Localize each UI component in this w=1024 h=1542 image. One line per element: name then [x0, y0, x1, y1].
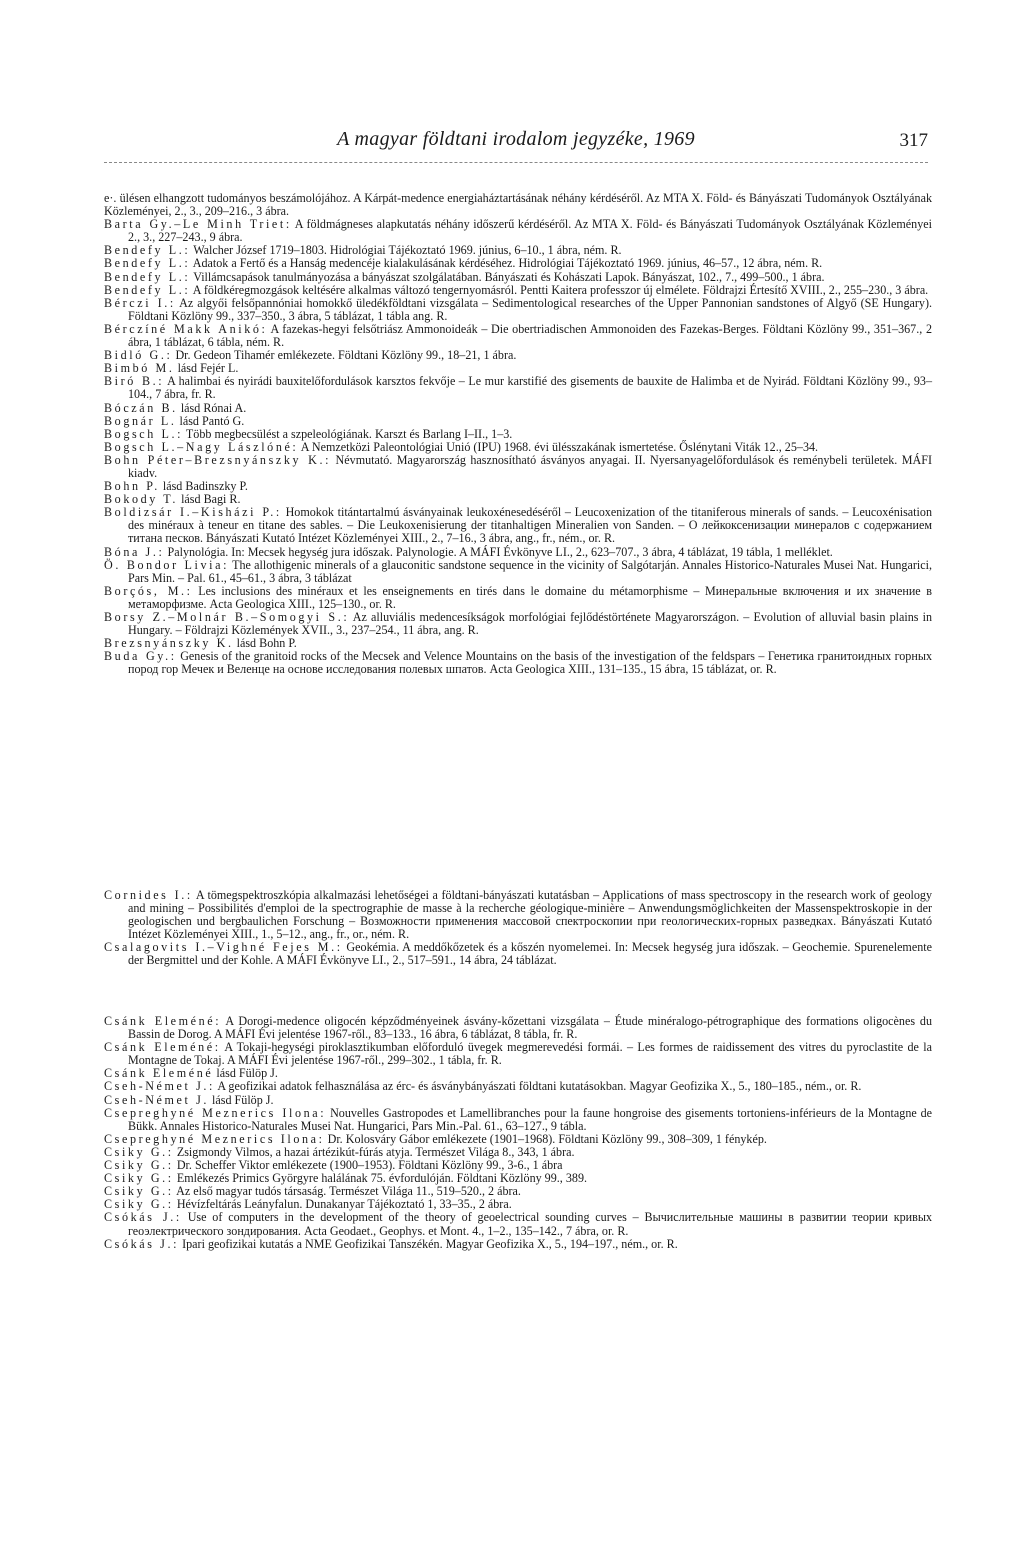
bibliography-entry	[104, 323, 932, 349]
entry-text: lásd Fülöp J.	[216, 1066, 278, 1081]
entry-text: lásd Bagi R.	[181, 492, 241, 507]
entry-text: Az algyői felsőpannóniai homokkő üledékföldtani vizsgálata – Sedimentological researches of the Upper Pannonian sandstones of Algyő (SE Hungary). Földtani Közlöny 99., 337–350., 3 ábra, 5 táblázat, 1 tábla ang. R.	[128, 295, 933, 323]
entry-text: A Dorogi-medence oligocén képződményeinek ásvány-kőzettani vizsgálata – Étude minéralogo-pétrographique des formations oligocènes du Bassin de Dorog. A MÁFI Évi jelentése 1967-ről., 83–133., 16 ábra, 6 táblázat, 8 tábla, fr. R.	[128, 1014, 932, 1042]
bibliography-entry	[104, 1238, 932, 1251]
bibliography-entry	[104, 559, 932, 585]
entry-text: A geofizikai adatok felhasználása az érc- és ásványbányászati földtani kutatásokban. Magyar Geofizika X., 5., 180–185., ném., or. R.	[217, 1079, 862, 1094]
bibliography-entry	[104, 585, 932, 611]
entry-author: Brezsnyánszky K.	[104, 636, 234, 651]
bibliography-entry	[104, 1015, 932, 1041]
entry-author: Boldizsár I.–Kisházi P.:	[104, 505, 282, 520]
bibliography-block-cs	[104, 1015, 932, 1251]
entry-author: Bendefy L.:	[104, 269, 191, 284]
entry-text: Dr. Gedeon Tihamér emlékezete. Földtani Közlöny 99., 18–21, 1 ábra.	[175, 348, 517, 363]
entry-author: Cornides I.:	[104, 888, 193, 902]
entry-author: Bimbó M.	[104, 361, 175, 376]
entry-text: Több megbecsülést a szpeleológiának. Karszt és Barlang I–II., 1–3.	[185, 426, 513, 441]
entry-text: Les inclusions des minéraux et les enseignements en tirés dans le domaine du métamorphisme – Минеральные включения и их значение в метаморфизме. Acta Geologica XIII., 125–130., or. R.	[128, 583, 932, 611]
entry-author: Cseh-Német J.	[104, 1092, 210, 1107]
entry-text: lásd Fejér L.	[177, 361, 239, 376]
entry-text: Emlékezés Primics Györgyre halálának 75. évfordulóján. Földtani Közlöny 99., 389.	[176, 1171, 588, 1186]
page-header	[104, 128, 928, 162]
entry-text: lásd Pantó G.	[179, 413, 245, 428]
entry-text: Ipari geofizikai kutatás a NME Geofizikai Tanszékén. Magyar Geofizika X., 5., 194–197., ném., or. R.	[182, 1236, 678, 1251]
entry-text: e·. ülésen elhangzott tudományos beszámolójához. A Kárpát-medence energiaháztartásának néhány kérdéséről. Az MTA X. Föld- és Bányászati Tudományok Osztályának Közleményei, 2., 3., 209–216., 3 ábra.	[104, 191, 932, 219]
bibliography-entry	[104, 218, 932, 244]
bibliography-entry	[104, 650, 932, 676]
entry-author: Bendefy L.:	[104, 256, 191, 271]
entry-author: Csiky G.:	[104, 1158, 174, 1173]
entry-author: Bóczán B.	[104, 400, 178, 415]
entry-text: Homokok titántartalmú ásványainak leukoxénesedéséről – Leucoxenization of the titaniferous minerals of sands. – Leucoxénisation des minéraux à teneur en titane des sables. – Die Leukoxenisierung der titanhaltigen Mineralien von Sanden. – О лейкоксенизации минералов с содержанием титана песков. Bányászati Kutató Intézet Közleményei XIII., 2., 7–16., 3 ábra, ang., fr., ném., or. R.	[128, 505, 932, 546]
bibliography-block-b	[104, 192, 932, 676]
bibliography-entry	[104, 454, 932, 480]
entry-author: Ö. Bondor Livia:	[104, 557, 230, 572]
entry-author: Csánk Eleméné:	[104, 1040, 221, 1055]
entry-text: Az első magyar tudós társaság. Természet Világa 11., 519–520., 2 ábra.	[176, 1184, 521, 1199]
entry-author: Bohn Péter–Brezsnyánszky K.:	[104, 452, 332, 467]
entry-text: Névmutató. Magyarország hasznosítható ásványos anyagai. II. Nyersanyagelőfordulások és reménybeli területek. MÁFI kiadv.	[128, 452, 932, 480]
entry-author: Csókás J.:	[104, 1236, 180, 1251]
entry-author: Bérczi I.:	[104, 295, 176, 310]
entry-text: The allothigenic minerals of a glauconitic sandstone sequence in the vicinity of Salgótarján. Annales Historico-Naturales Musei Nat. Hungarici, Pars Min. – Pal. 61., 45–61., 3 ábra, 3 táblázat	[128, 557, 932, 585]
entry-author: Bendefy L.:	[104, 243, 191, 258]
entry-author: Csiky G.:	[104, 1197, 174, 1212]
entry-author: Borsy Z.–Molnár B.–Somogyi S.:	[104, 610, 350, 624]
entry-author: Csánk Eleméné:	[104, 1014, 222, 1028]
entry-text: lásd Badinszky P.	[162, 479, 248, 494]
entry-author: Csalagovits I.–Vighné Fejes M.:	[104, 940, 343, 955]
entry-text: lásd Rónai A.	[180, 400, 247, 415]
entry-text: Az alluviális medencesíkságok morfológiai fejlődéstörténete Magyarországon. – Evolution of alluvial basin plains in Hungary. – Földrajzi Közlemények XVII., 3., 237–254., 11 ábra, ang. R.	[128, 610, 932, 638]
bibliography-entry	[104, 297, 932, 323]
entry-author: Buda Gy.:	[104, 649, 177, 664]
bibliography-entry	[104, 506, 932, 545]
entry-author: Barta Gy.–Le Minh Triet:	[104, 217, 292, 232]
entry-author: Bóna J.:	[104, 544, 165, 559]
entry-text: A Nemzetközi Paleontológiai Unió (IPU) 1968. évi ülésszakának ismertetése. Őslénytani Viták 12., 25–34.	[300, 439, 819, 454]
entry-author: Bendefy L.:	[104, 282, 191, 297]
entry-author: Csiky G.:	[104, 1171, 174, 1186]
entry-author: Bognár L.	[104, 413, 177, 428]
entry-text: Dr. Kolosváry Gábor emlékezete (1901–1968). Földtani Közlöny 99., 308–309, 1 fénykép.	[327, 1131, 767, 1146]
entry-text: Palynológia. In: Mecsek hegység jura időszak. Palynologie. A MÁFI Évkönyve LI., 2., 623–707., 3 ábra, 4 táblázat, 19 tábla, 1 melléklet.	[167, 544, 833, 559]
entry-author: Csepreghyné Meznerics Ilona:	[104, 1131, 325, 1146]
bibliography-entry	[104, 611, 932, 637]
entry-author: Csepreghyné Meznerics Ilona:	[104, 1105, 327, 1120]
entry-author: Bogsch L.:	[104, 426, 184, 441]
entry-text: A Tokaji-hegységi piroklasztikumban előforduló üvegek megmerevedési formái. – Les formes de raidissement des vitres du pyroclastite de la Montagne de Tokaj. A MÁFI Évi jelentése 1967-ről., 299–302., 1 tábla, fr. R.	[128, 1040, 932, 1068]
entry-text: lásd Fülöp J.	[212, 1092, 274, 1107]
entry-text: Nouvelles Gastropodes et Lamellibranches pour la faune hongroise des gisements tortoniens-inférieurs de la Montagne de Bükk. Annales Historico-Naturales Musei Nat. Hungarici, Pars Min.-Pal. 61., 63–127., 9 tábla.	[128, 1105, 933, 1133]
entry-text: Villámcsapások tanulmányozása a bányászat szolgálatában. Bányászati és Kohászati Lapok. Bányászat, 102., 7., 499–500., 1 ábra.	[193, 269, 825, 284]
entry-author: Biró B.:	[104, 374, 165, 389]
entry-text: Genesis of the granitoid rocks of the Mecsek and Velence Mountains on the basis of the investigation of the feldspars – Генетика гранитоидных горных пород гор Мечек и Веленце на основе исследования полевых шпатов. Acta Geologica XIII., 131–135., 15 ábra, 15 táblázat, or. R.	[128, 649, 932, 677]
bibliography-block-c	[104, 889, 932, 968]
entry-author: Cseh-Német J.:	[104, 1079, 215, 1094]
entry-author: Csiky G.:	[104, 1184, 174, 1199]
header-rule	[104, 162, 928, 163]
entry-text: lásd Bohn P.	[236, 636, 297, 651]
entry-text: Hévízfeltárás Leányfalun. Dunakanyar Tájékoztató 1, 33–35., 2 ábra.	[176, 1197, 512, 1212]
bibliography-entry	[104, 192, 932, 218]
bibliography-entry	[104, 375, 932, 401]
entry-text: Walcher József 1719–1803. Hidrológiai Tájékoztató 1969. június, 6–10., 1 ábra, ném. R.	[193, 243, 622, 258]
entry-author: Borçós, M.:	[104, 583, 193, 598]
entry-author: Bokody T.	[104, 492, 179, 507]
entry-author: Csókás J.:	[104, 1210, 182, 1225]
running-title: A magyar földtani irodalom jegyzéke, 1969	[337, 128, 695, 150]
bibliography-entry	[104, 1211, 932, 1237]
entry-text: A fazekas-hegyi felsőtriász Ammonoideák – Die obertriadischen Ammonoiden des Fazekas-Berges. Földtani Közlöny 99., 351–367., 2 ábra, 1 táblázat, 6 tábla, ném. R.	[128, 321, 932, 350]
entry-author: Bogsch L.–Nagy Lászlóné:	[104, 439, 299, 454]
bibliography-entry	[104, 1041, 932, 1067]
entry-author: Csiky G.:	[104, 1144, 174, 1159]
entry-author: Bérczíné Makk Anikó:	[104, 321, 268, 336]
entry-author: Bohn P.	[104, 479, 160, 494]
bibliography-entry	[104, 941, 932, 967]
entry-text: Use of computers in the development of the theory of geoelectrical sounding curves – Вычислительные машины в развитии теории кривых геоэлектрического зондирования. Acta Geodaet., Geophys. et Mont. 4., 1–2., 135–142., 7 ábra, or. R.	[128, 1210, 933, 1238]
page-number: 317	[899, 130, 928, 151]
entry-text: A földkéregmozgások keltésére alkalmas változó tengernyomásról. Pentti Kaitera professzor új elmélete. Földrajzi Értesítő XVIII., 2., 255–230., 3 ábra.	[192, 282, 929, 297]
entry-text: A tömegspektroszkópia alkalmazási lehetőségei a földtani-bányászati kutatásban – Applications of mass spectroscopy in the research work of geology and mining – Possibilités d'emploi de la spectrographie de masse à la recherche géologique-minière – Anwendungsmöglichkeiten der Massenspektroskopie in der geologischen und bergbaulichen Forschung – Возможности применения массовой спектроскопии при геологических-горных разведках. Bányászati Kutató Intézet Közleményei XIII., 1., 5–12., ang., fr., or., ném. R.	[128, 888, 933, 942]
bibliography-entry	[104, 1107, 932, 1133]
entry-text: Geokémia. A meddőkőzetek és a kőszén nyomelemei. In: Mecsek hegység jura időszak. – Geochemie. Spurenelemente der Bergmittel und der Kohle. A MÁFI Évkönyve LI., 2., 517–591., 14 ábra, 24 táblázat.	[128, 940, 932, 968]
entry-text: A halimbai és nyirádi bauxitelőfordulások karsztos fekvője – Le mur karstifié des gisements de bauxite de Halimba et de Nyirád. Földtani Közlöny 99., 93–104., 7 ábra, fr. R.	[128, 374, 933, 402]
entry-text: A földmágneses alapkutatás néhány időszerű kérdéséről. Az MTA X. Föld- és Bányászati Tudományok Osztályának Közleményei 2., 3., 227–243., 9 ábra.	[128, 217, 932, 245]
entry-author: Csánk Eleméné	[104, 1066, 214, 1081]
entry-author: Bidló G.:	[104, 348, 173, 363]
bibliography-entry	[104, 889, 932, 941]
entry-text: Zsigmondy Vilmos, a hazai ártézikút-fúrás atyja. Természet Világa 8., 343, 1 ábra.	[176, 1144, 575, 1159]
entry-text: Adatok a Fertő és a Hanság medencéje kialakulásának kérdéséhez. Hidrológiai Tájékoztató 1969. június, 46–57., 12 ábra, ném. R.	[192, 256, 823, 271]
entry-text: Dr. Scheffer Viktor emlékezete (1900–1953). Földtani Közlöny 99., 3-6., 1 ábra	[176, 1158, 563, 1173]
